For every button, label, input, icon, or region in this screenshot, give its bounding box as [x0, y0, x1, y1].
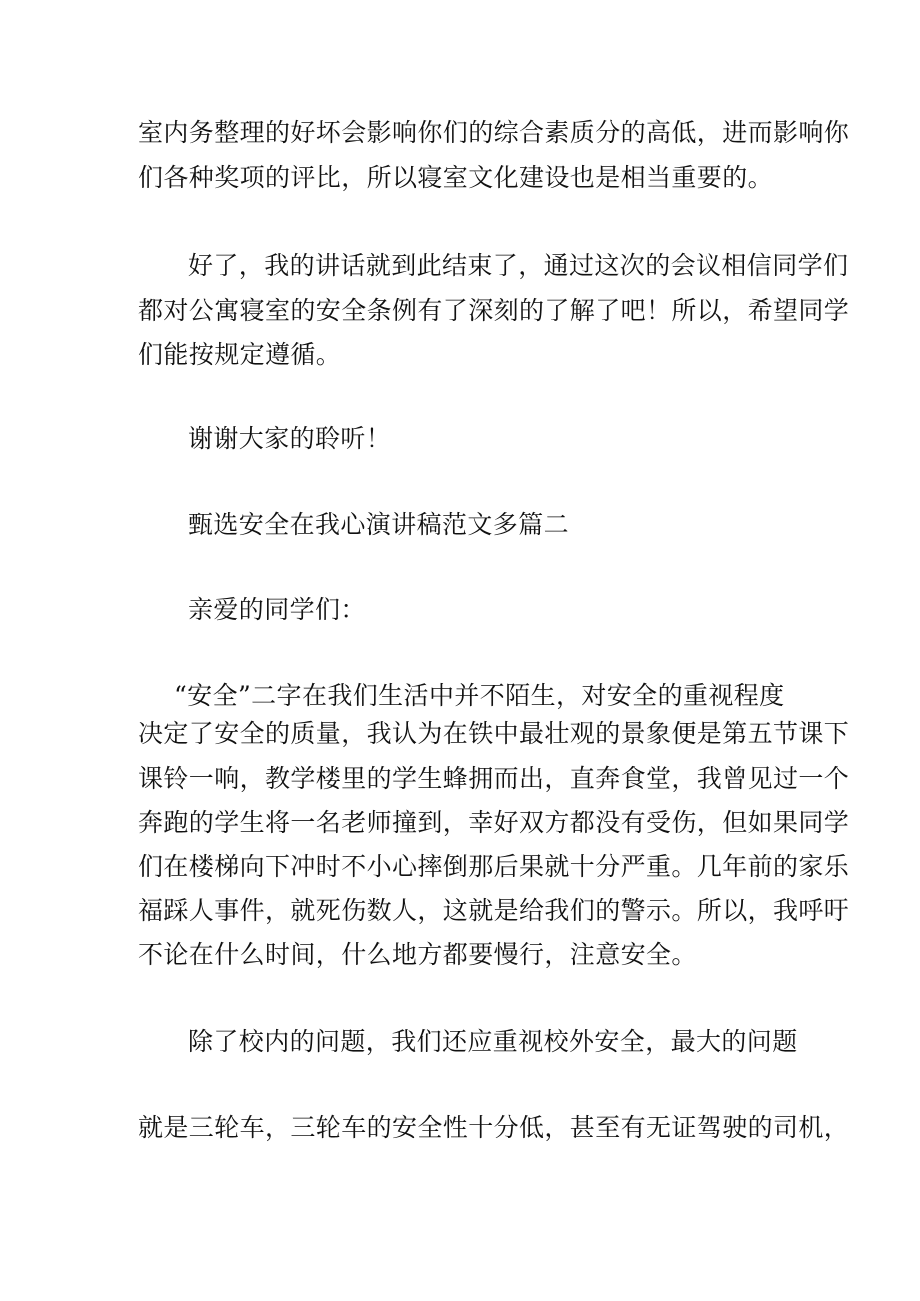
paragraph-1-line-1: 室内务整理的好坏会影响你们的综合素质分的高低，进而影响你	[138, 118, 850, 147]
paragraph-4-line-4: 奔跑的学生将一名老师撞到，幸好双方都没有受伤，但如果同学	[138, 808, 850, 837]
paragraph-4-line-1: “安全”二字在我们生活中并不陌生，对安全的重视程度	[174, 681, 785, 710]
paragraph-4-line-2: 决定了安全的质量，我认为在铁中最壮观的景象便是第五节课下	[138, 719, 850, 748]
paragraph-2-line-2: 都对公寓寝室的安全条例有了深刻的了解了吧！所以，希望同学	[138, 296, 850, 325]
paragraph-4-line-6: 福踩人事件，就死伤数人，这就是给我们的警示。所以，我呼吁	[138, 896, 850, 925]
section-heading: 甄选安全在我心演讲稿范文多篇二	[188, 510, 570, 539]
paragraph-1-line-2: 们各种奖项的评比，所以寝室文化建设也是相当重要的。	[138, 163, 774, 192]
paragraph-2-line-1: 好了，我的讲话就到此结束了，通过这次的会议相信同学们	[188, 251, 849, 280]
paragraph-3-line-1: 谢谢大家的聆听！	[188, 424, 392, 453]
paragraph-5-line-1: 除了校内的问题，我们还应重视校外安全，最大的问题	[188, 1027, 798, 1056]
paragraph-2-line-3: 们能按规定遵循。	[138, 340, 342, 369]
paragraph-4-line-3: 课铃一响，教学楼里的学生蜂拥而出，直奔食堂，我曾见过一个	[138, 764, 850, 793]
paragraph-6-line-1: 就是三轮车，三轮车的安全性十分低，甚至有无证驾驶的司机，	[138, 1113, 850, 1142]
paragraph-4-line-7: 不论在什么时间，什么地方都要慢行，注意安全。	[138, 940, 697, 969]
salutation: 亲爱的同学们：	[188, 595, 366, 624]
paragraph-4-line-5: 们在楼梯向下冲时不小心摔倒那后果就十分严重。几年前的家乐	[138, 852, 850, 881]
